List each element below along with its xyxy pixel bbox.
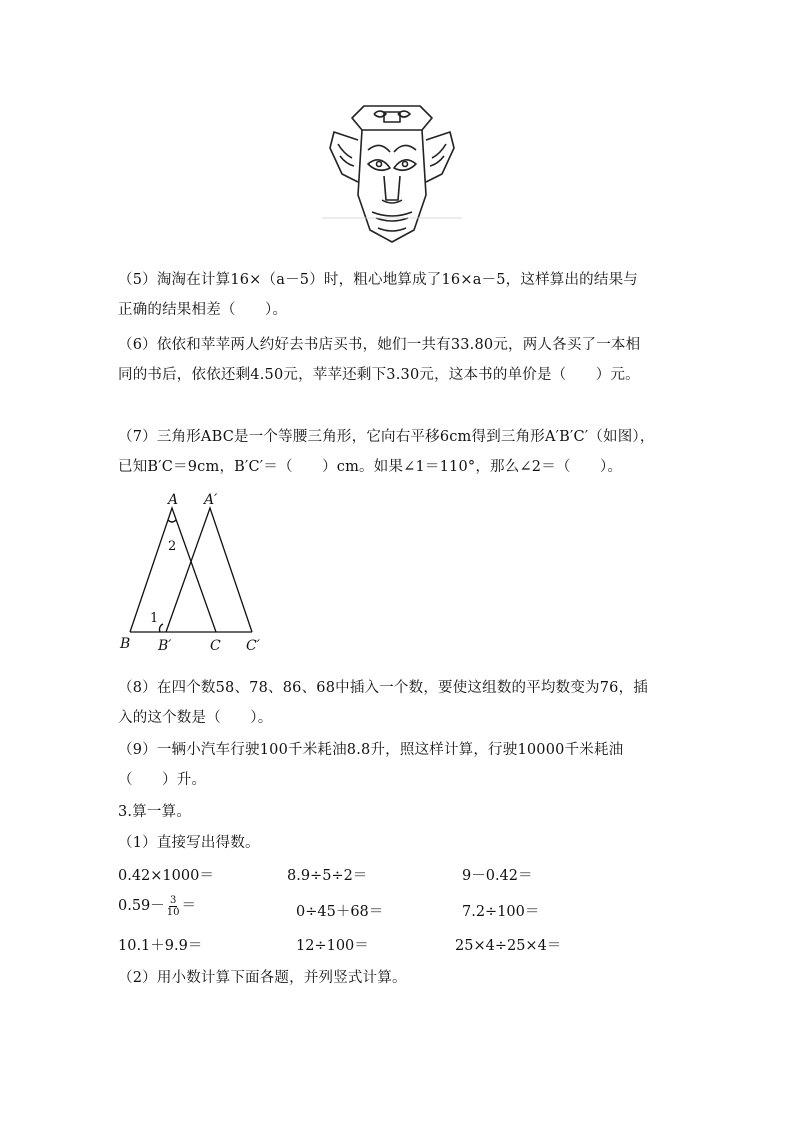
q8-line2: 入的这个数是（ ）。 <box>118 710 273 726</box>
label-c-prime: C′ <box>246 638 260 654</box>
calc-r2c1-suffix: ＝ <box>181 898 197 914</box>
calc-r1c3: 9－0.42＝ <box>462 868 533 884</box>
label-b: B <box>120 636 131 652</box>
q9-line1: （9）一辆小汽车行驶100千米耗油8.8升，照这样计算，行驶10000千米耗油 <box>118 742 624 758</box>
q6-line1: （6）依依和苹苹两人约好去书店买书，她们一共有33.80元，两人各买了一本相 <box>118 337 641 353</box>
label-b-prime: B′ <box>158 638 172 654</box>
bronze-mask-illustration <box>322 100 462 248</box>
q5-line2: 正确的结果相差（ ）。 <box>118 302 288 318</box>
calc-r1c1: 0.42×1000＝ <box>118 868 214 884</box>
q7-line2: 已知B′C＝9cm，B′C′＝（ ）cm。如果∠1＝110°，那么∠2＝（ ）。 <box>118 459 623 475</box>
label-c: C <box>210 638 221 654</box>
angle-1-arc <box>159 624 163 632</box>
fraction <box>167 895 180 918</box>
label-angle-2: 2 <box>168 539 177 554</box>
calc-r2c1 <box>118 894 196 918</box>
calc-r3c1: 10.1＋9.9＝ <box>118 938 203 954</box>
q8-line1: （8）在四个数58、78、86、68中插入一个数，要使这组数的平均数变为76，插 <box>118 680 648 696</box>
fraction-numerator: 3 <box>169 894 177 906</box>
triangle-translation-figure <box>116 492 276 658</box>
angle-2-arc <box>168 520 176 522</box>
calc-r1c2: 8.9÷5÷2＝ <box>287 868 368 884</box>
q9-line2: （ ）升。 <box>118 772 207 788</box>
calc-r3c3: 25×4÷25×4＝ <box>455 938 562 954</box>
section3-sub2: （2）用小数计算下面各题，并列竖式计算。 <box>118 970 407 986</box>
calc-r3c2: 12÷100＝ <box>296 938 369 954</box>
calc-r2c1-prefix: 0.59－ <box>118 898 165 914</box>
calc-r2c2: 0÷45＋68＝ <box>296 904 384 920</box>
q5-line1: （5）淘淘在计算16×（a－5）时，粗心地算成了16×a－5，这样算出的结果与 <box>118 272 638 288</box>
q6-line2: 同的书后，依依还剩4.50元，苹苹还剩下3.30元，这本书的单价是（ ）元。 <box>118 367 640 383</box>
q7-line1: （7）三角形ABC是一个等腰三角形，它向右平移6cm得到三角形A′B′C′（如图）， <box>118 429 655 445</box>
section3-sub1: （1）直接写出得数。 <box>118 835 260 851</box>
label-angle-1: 1 <box>150 611 159 626</box>
section3-title: 3.算一算。 <box>118 804 192 820</box>
label-a-prime: A′ <box>204 492 218 508</box>
calc-r2c3: 7.2÷100＝ <box>462 904 540 920</box>
fraction-denominator: 10 <box>166 906 180 918</box>
label-a: A <box>168 492 179 508</box>
